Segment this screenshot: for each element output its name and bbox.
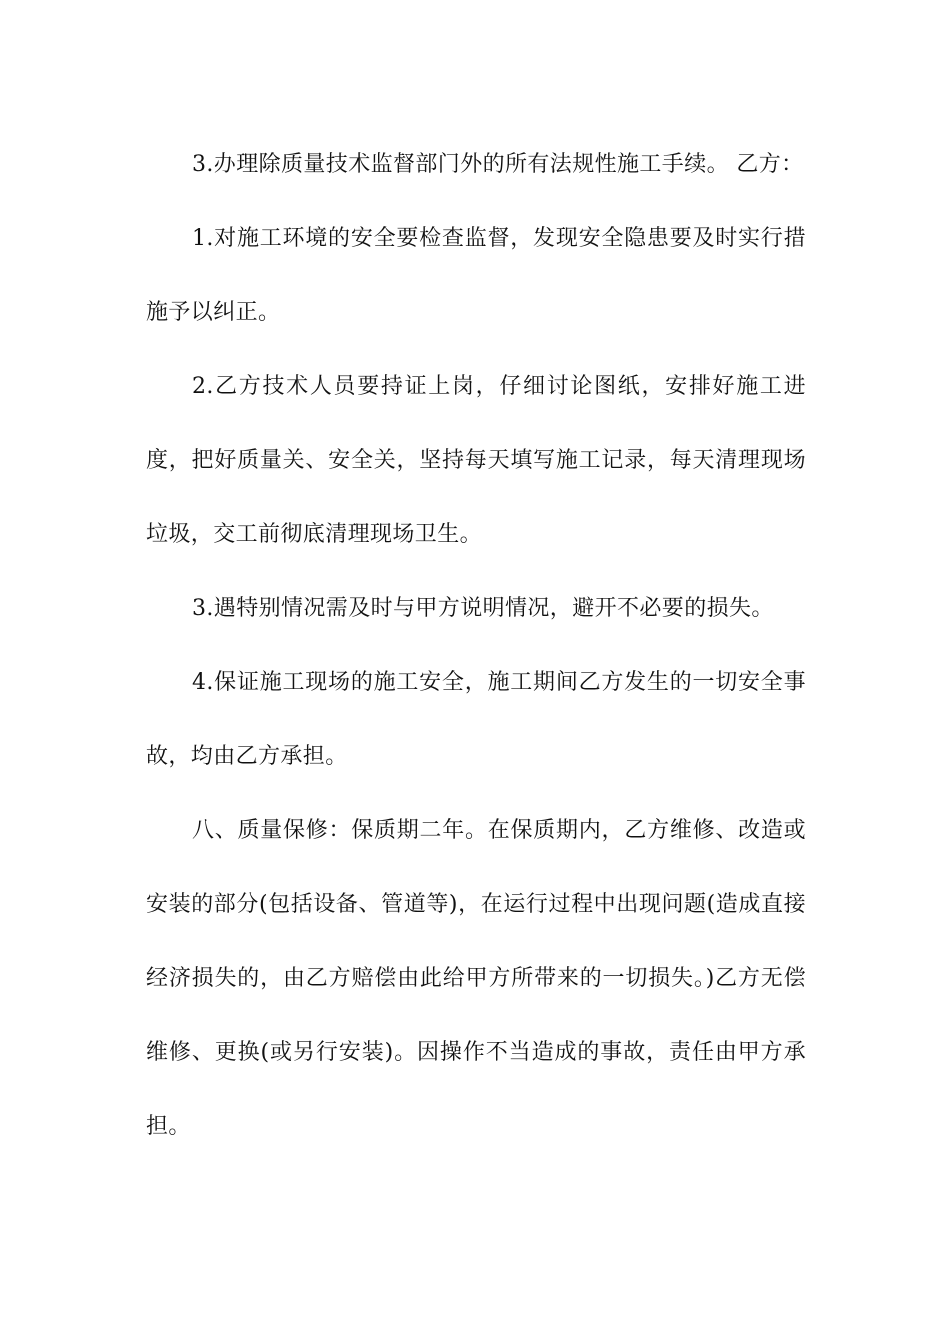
paragraph-special-situations: 3.遇特别情况需及时与甲方说明情况，避开不必要的损失。: [192, 596, 774, 621]
paragraph-quality-warranty: 八、质量保修：保质期二年。在保质期内，乙方维修、改造或安装的部分(包括设备、管道等)，在运行过程中出现问题(造成直接经济损失的，由乙方赔偿由此给甲方所带来的一切损失。)乙方无偿维修、更换(或另行安装)。因操作不当造成的事故，责任由甲方承担。: [146, 818, 806, 1139]
paragraph-technical-staff: 2.乙方技术人员要持证上岗，仔细讨论图纸，安排好施工进度，把好质量关、安全关，坚持每天填写施工记录，每天清理现场垃圾，交工前彻底清理现场卫生。: [146, 374, 806, 547]
paragraph-site-safety: 4.保证施工现场的施工安全，施工期间乙方发生的一切安全事故，均由乙方承担。: [146, 670, 806, 769]
document-body: [146, 128, 806, 1164]
paragraph-safety-inspection: 1.对施工环境的安全要检查监督，发现安全隐患要及时实行措施予以纠正。: [146, 226, 806, 325]
paragraph-procedures-and-party-b: 3.办理除质量技术监督部门外的所有法规性施工手续。 乙方：: [192, 152, 804, 177]
